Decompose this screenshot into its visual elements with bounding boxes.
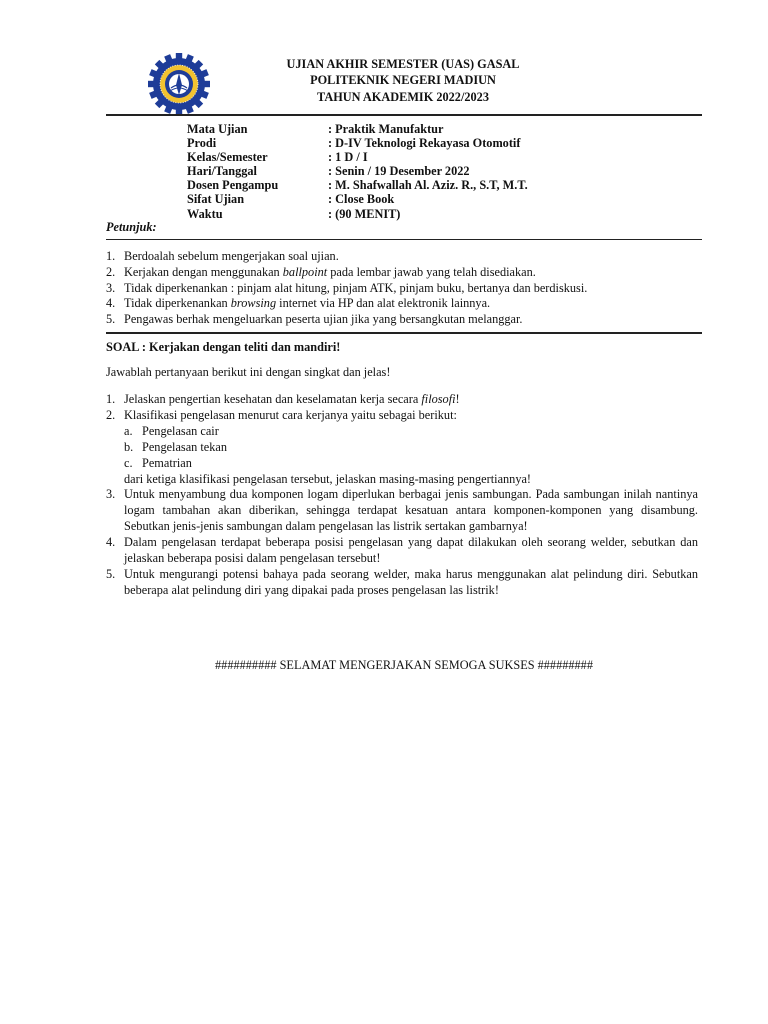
instruction-number: 1. [106,249,116,263]
instruction-text: Kerjakan dengan menggunakan ballpoint pada lembar jawab yang telah disediakan. [124,264,536,279]
info-value: : 1 D / I [328,150,368,165]
instruction-number: 5. [106,312,116,327]
sub-item-text: Pematrian [142,455,192,470]
instructions-bottom-divider [106,332,702,334]
info-row [187,122,528,136]
info-value: : (90 MENIT) [328,206,401,221]
info-label: Hari/Tanggal [187,164,257,179]
info-label: Kelas/Semester [187,150,268,165]
question-item [106,392,698,408]
question-item [106,535,698,567]
info-value: : D-IV Teknologi Rekayasa Otomotif [328,136,521,151]
info-row [187,150,528,164]
info-row [187,136,528,150]
question-sub-item [106,440,698,456]
instruction-item [106,265,702,281]
instructions-heading: Petunjuk: [106,220,157,234]
instruction-item [106,312,702,328]
info-value: : Praktik Manufaktur [328,122,444,136]
header-line-1: UJIAN AKHIR SEMESTER (UAS) GASAL [286,57,520,71]
header-line-2: POLITEKNIK NEGERI MADIUN [310,73,496,88]
info-label: Prodi [187,136,217,151]
instructions-top-divider [106,239,702,240]
info-label: Dosen Pengampu [187,178,279,193]
instruction-text: Pengawas berhak mengeluarkan peserta ujian jika yang bersangkutan melanggar. [124,312,523,327]
info-label: Mata Ujian [187,122,248,136]
instruction-number: 3. [106,280,116,295]
question-text: Jelaskan pengertian kesehatan dan keselamatan kerja secara filosofi! [124,392,460,406]
exam-header [218,56,588,105]
question-number: 3. [106,487,116,502]
question-number: 2. [106,407,116,422]
question-item [106,567,698,599]
info-value: : Senin / 19 Desember 2022 [328,164,470,179]
info-label: Waktu [187,206,223,221]
question-number: 4. [106,535,116,550]
sub-item-text: Pengelasan tekan [142,439,228,454]
instructions-list [106,249,702,328]
questions-list [106,392,698,599]
instruction-item [106,281,702,297]
info-value: : Close Book [328,192,395,207]
instruction-text: Tidak diperkenankan browsing internet via HP dan alat elektronik lainnya. [124,296,491,311]
info-value: : M. Shafwallah Al. Aziz. R., S.T, M.T. [328,178,528,193]
info-row [187,192,528,206]
sub-item-letter: a. [124,423,133,438]
instruction-item [106,296,702,312]
question-item [106,408,698,424]
questions-intro: Jawablah pertanyaan berikut ini dengan singkat dan jelas! [106,365,391,379]
polinema-madiun-logo [147,52,211,116]
sub-item-letter: b. [124,439,134,454]
question-continuation: dari ketiga klasifikasi pengelasan tersebut, jelaskan masing-masing pengertiannya! [124,471,532,486]
instruction-number: 4. [106,296,116,311]
question-sub-item [106,456,698,472]
question-text: Untuk menyambung dua komponen logam diperlukan berbagai jenis sambungan. Pada sambungan inilah nantinya logam tambahan akan diberikan, sehingga terdapat kesatuan antara komponen-komponen yang disambung. Sebutkan jenis-jenis sambungan dalam pengelasan las listrik sertakan gambarnya! [124,487,698,534]
question-number: 1. [106,392,116,406]
instruction-number: 2. [106,264,116,279]
question-item [106,487,698,535]
instruction-text: Tidak diperkenankan : pinjam alat hitung, pinjam ATK, pinjam buku, bertanya dan berdiskusi. [124,280,588,295]
exam-info-table [187,122,528,221]
question-text: Dalam pengelasan terdapat beberapa posisi pengelasan yang dapat dilakukan oleh seorang welder, sebutkan dan jelaskan beberapa posisi dalam pengelasan tersebut! [124,535,698,566]
header-line-3: TAHUN AKADEMIK 2022/2023 [317,89,489,104]
info-row [187,178,528,192]
instruction-item [106,249,702,265]
question-sub-item [106,424,698,440]
instruction-text: Berdoalah sebelum mengerjakan soal ujian. [124,249,339,263]
questions-heading: SOAL : Kerjakan dengan teliti dan mandiri! [106,340,341,354]
info-row [187,207,528,221]
closing-message: ########## SELAMAT MENGERJAKAN SEMOGA SUKSES ######### [215,658,593,672]
header-divider [106,114,702,116]
info-row [187,164,528,178]
info-label: Sifat Ujian [187,192,245,207]
question-number: 5. [106,566,116,581]
sub-item-letter: c. [124,455,133,470]
question-text: Klasifikasi pengelasan menurut cara kerjanya yaitu sebagai berikut: [124,407,457,422]
question-text: Untuk mengurangi potensi bahaya pada seorang welder, maka harus menggunakan alat pelindung diri. Sebutkan beberapa alat pelindung diri yang dipakai pada proses pengelasan las listrik! [124,566,698,597]
sub-item-text: Pengelasan cair [142,423,219,438]
